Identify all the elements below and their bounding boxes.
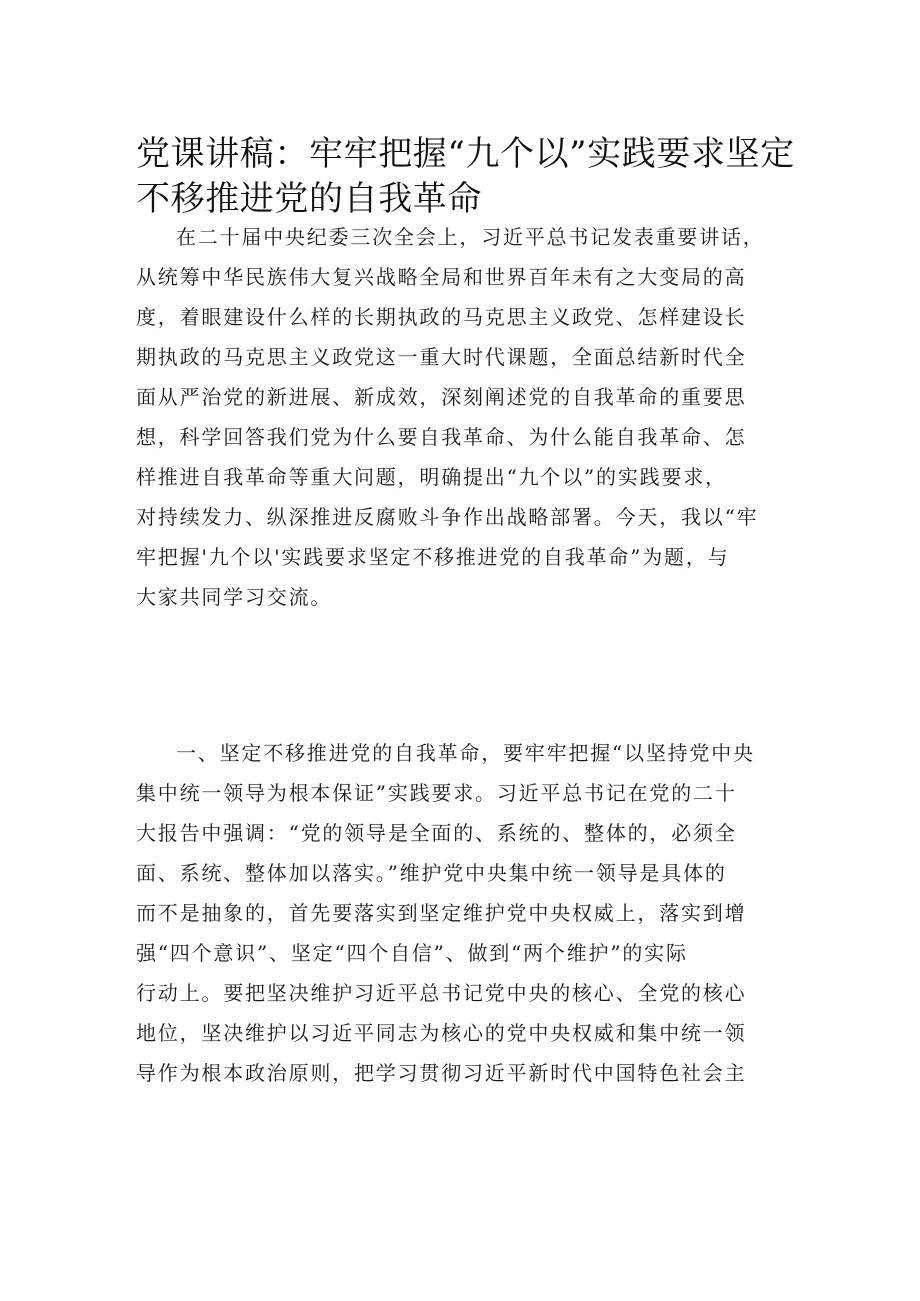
body-paragraph [136, 217, 796, 617]
paragraph-line: 牢把握'九个以'实践要求坚定不移推进党的自我革命”为题，与 [136, 545, 730, 569]
paragraph-line: 强“四个意识”、坚定“四个自信”、做到“两个维护”的实际 [136, 941, 688, 965]
paragraph-line: 面从严治党的新进展、新成效，深刻阐述党的自我革命的重要思 [136, 385, 747, 409]
paragraph-line: 在二十届中央纪委三次全会上，习近平总书记发表重要讲话， [176, 225, 765, 249]
paragraph-line: 大家共同学习交流。 [136, 585, 333, 609]
paragraph-line: 导作为根本政治原则，把学习贯彻习近平新时代中国特色社会主 [136, 1061, 747, 1085]
body-paragraph [136, 733, 796, 1093]
paragraph-line: 集中统一领导为根本保证”实践要求。习近平总书记在党的二十 [136, 781, 737, 805]
paragraph-line: 样推进自我革命等重大问题，明确提出“九个以”的实践要求， [136, 465, 727, 489]
paragraph-line: 地位，坚决维护以习近平同志为核心的党中央权威和集中统一领 [136, 1021, 747, 1045]
paragraph-line: 度，着眼建设什么样的长期执政的马克思主义政党、怎样建设长 [136, 305, 747, 329]
title-line: 不移推进党的自我革命 [136, 179, 482, 219]
document-title [136, 132, 796, 222]
paragraph-line: 从统筹中华民族伟大复兴战略全局和世界百年未有之大变局的高 [136, 265, 747, 289]
paragraph-line: 一、坚定不移推进党的自我革命，要牢牢把握“以坚持党中央 [176, 741, 755, 765]
paragraph-line: 大报告中强调：“党的领导是全面的、系统的、整体的，必须全 [136, 821, 737, 845]
paragraph-line: 行动上。要把坚决维护习近平总书记党中央的核心、全党的核心 [136, 981, 747, 1005]
paragraph-line: 对持续发力、纵深推进反腐败斗争作出战略部署。今天，我以“牢 [136, 505, 759, 529]
paragraph-line: 面、系统、整体加以落实。”维护党中央集中统一领导是具体的 [136, 861, 727, 885]
paragraph-line: 而不是抽象的，首先要落实到坚定维护党中央权威上，落实到增 [136, 901, 747, 925]
paragraph-line: 想，科学回答我们党为什么要自我革命、为什么能自我革命、怎 [136, 425, 747, 449]
title-line: 党课讲稿：牢牢把握“九个以”实践要求坚定 [136, 134, 795, 174]
paragraph-line: 期执政的马克思主义政党这一重大时代课题，全面总结新时代全 [136, 345, 747, 369]
